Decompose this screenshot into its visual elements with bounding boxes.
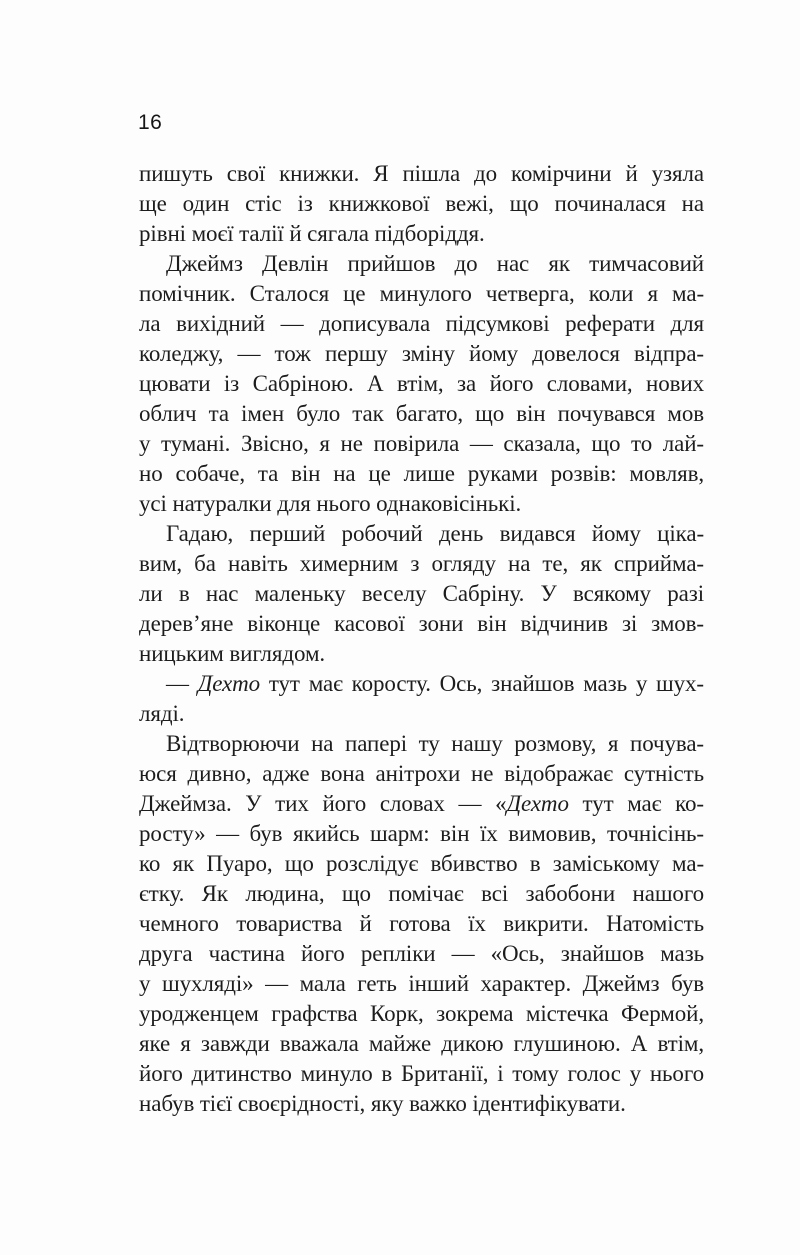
text-line: помічник. Сталося це минулого четверга, коли я ма-: [139, 281, 704, 306]
text-line: ницьким виглядом.: [139, 641, 326, 666]
page-number: 16: [138, 111, 163, 134]
text-line: вим, ба навіть химерним з огляду на те, як сприйма-: [139, 551, 704, 576]
text-line: друга частина його репліки — «Ось, знайшов мазь: [139, 941, 704, 966]
text-line: ли в нас маленьку веселу Сабріну. У всякому разі: [139, 581, 704, 606]
text-line: пишуть свої книжки. Я пішла до комірчини й узяла: [139, 161, 704, 186]
text-line: но собаче, та він на це лише руками розвів: мовляв,: [139, 461, 704, 486]
text-line: ляді.: [139, 701, 185, 726]
text-line: коледжу, — тож першу зміну йому довелося відпра-: [139, 341, 704, 366]
text-line: у тумані. Звісно, я не повірила — сказала, що то лай-: [139, 431, 704, 456]
text-line: його дитинство минуло в Британії, і тому голос у нього: [139, 1061, 704, 1086]
text-line: Відтворюючи на папері ту нашу розмову, я почува-: [166, 731, 704, 756]
text-line: у шухляді» — мала геть інший характер. Джеймз був: [139, 971, 704, 996]
text-line: набув тієї своєрідності, яку важко ідентифікувати.: [139, 1091, 626, 1116]
paragraph: [139, 729, 704, 1119]
paragraph: [139, 519, 704, 669]
text-line: усі натуралки для нього однаковісінькі.: [139, 491, 522, 516]
text-line: ла вихідний — дописувала підсумкові реферати для: [139, 311, 704, 336]
text-line: росту» — був якийсь шарм: він їх вимовив, точнісінь-: [139, 821, 704, 846]
italic-text: Дехто: [506, 791, 569, 816]
text-line: юся дивно, адже вона анітрохи не відображає сутність: [139, 761, 704, 786]
text-line: рівні моєї талії й сягала підборіддя.: [139, 221, 485, 246]
text-block: [139, 159, 704, 1119]
text-line: яке я завжди вважала майже дикою глушиною. А втім,: [139, 1031, 704, 1056]
text-line: — Дехто тут має коросту. Ось, знайшов мазь у шух-: [166, 671, 704, 696]
text-line: цювати із Сабріною. А втім, за його словами, нових: [139, 371, 704, 396]
text-line: уродженцем графства Корк, зокрема містечка Фермой,: [139, 1001, 704, 1026]
text-line: чемного товариства й готова їх викрити. Натомість: [139, 911, 704, 936]
text-line: єтку. Як людина, що помічає всі забобони нашого: [139, 881, 704, 906]
text-line: ко як Пуаро, що розслідує вбивство в заміському ма-: [139, 851, 704, 876]
text-line: облич та імен було так багато, що він почувався мов: [139, 401, 704, 426]
text-line: Джеймза. У тих його словах — «Дехто тут має ко-: [139, 791, 704, 816]
paragraph: [139, 159, 704, 249]
text-line: Джеймз Девлін прийшов до нас як тимчасовий: [166, 251, 704, 276]
italic-text: Дехто: [197, 671, 261, 696]
paragraph: [139, 249, 704, 519]
text-line: ще один стіс із книжкової вежі, що починалася на: [139, 191, 704, 216]
paragraph: [139, 669, 704, 729]
text-line: дерев’яне віконце касової зони він відчинив зі змов-: [139, 611, 704, 636]
text-line: Гадаю, перший робочий день видався йому ціка-: [166, 521, 704, 546]
